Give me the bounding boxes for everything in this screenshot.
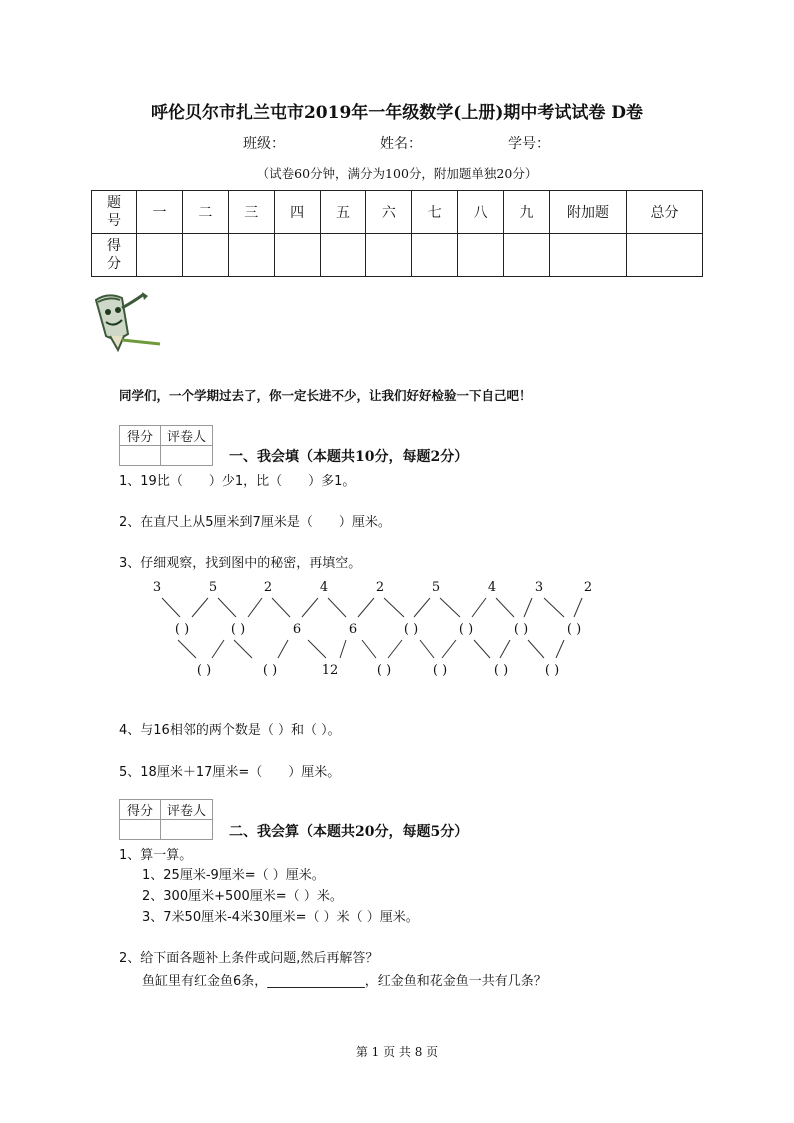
col-header: 六 <box>366 191 412 234</box>
score-cell[interactable] <box>627 234 703 277</box>
number-puzzle <box>120 572 640 692</box>
col-header: 九 <box>504 191 550 234</box>
col-header: 八 <box>458 191 504 234</box>
s2-question-2a: 鱼缸里有红金鱼6条，_______________，红金鱼和花金鱼一共有几条？ <box>142 974 547 989</box>
grader-box <box>119 425 213 466</box>
section1-title: 一、我会填（本题共10分，每题2分） <box>229 449 469 465</box>
puzzle-blank[interactable]: ( ) <box>513 622 529 637</box>
score-cell[interactable] <box>504 234 550 277</box>
puzzle-blank[interactable]: ( ) <box>262 663 278 678</box>
s2-question-1a: 1、25厘米-9厘米=（ ）厘米。 <box>142 868 325 883</box>
score-cell[interactable] <box>137 234 183 277</box>
section2-title: 二、我会算（本题共20分，每题5分） <box>229 824 469 840</box>
s1-question-3: 3、仔细观察，找到图中的秘密，再填空。 <box>119 556 362 571</box>
puzzle-top-number: 4 <box>487 580 497 595</box>
col-header: 四 <box>274 191 320 234</box>
puzzle-middle-number: 6 <box>348 622 358 637</box>
puzzle-top-number: 3 <box>534 580 544 595</box>
page-footer: 第 1 页 共 8 页 <box>355 1045 439 1059</box>
puzzle-blank[interactable]: ( ) <box>230 622 246 637</box>
s1-question-5: 5、18厘米＋17厘米=（ ）厘米。 <box>119 765 341 780</box>
grader-score-label: 得分 <box>120 800 161 820</box>
grader-score-label: 得分 <box>120 426 161 446</box>
grader-score-cell[interactable] <box>120 446 161 466</box>
col-header: 二 <box>182 191 228 234</box>
grader-reviewer-label: 评卷人 <box>161 800 213 820</box>
col-header: 五 <box>320 191 366 234</box>
puzzle-top-number: 2 <box>375 580 385 595</box>
col-header: 三 <box>228 191 274 234</box>
name-label: 姓名： <box>380 136 422 152</box>
grader-box <box>119 799 213 840</box>
col-header: 附加题 <box>550 191 627 234</box>
puzzle-blank[interactable]: ( ) <box>458 622 474 637</box>
puzzle-bottom-number: 12 <box>321 663 339 678</box>
puzzle-top-number: 4 <box>319 580 329 595</box>
puzzle-blank[interactable]: ( ) <box>544 663 560 678</box>
s2-question-1: 1、算一算。 <box>119 848 193 863</box>
score-cell[interactable] <box>412 234 458 277</box>
puzzle-top-number: 5 <box>431 580 441 595</box>
class-label: 班级： <box>243 136 285 152</box>
encouragement-text: 同学们，一个学期过去了，你一定长进不少，让我们好好检验一下自己吧！ <box>119 388 532 403</box>
puzzle-top-number: 2 <box>263 580 273 595</box>
puzzle-blank[interactable]: ( ) <box>566 622 582 637</box>
grader-score-cell[interactable] <box>120 820 161 840</box>
score-cell[interactable] <box>228 234 274 277</box>
score-table <box>91 190 703 277</box>
puzzle-blank[interactable]: ( ) <box>174 622 190 637</box>
score-cell[interactable] <box>550 234 627 277</box>
puzzle-blank[interactable]: ( ) <box>403 622 419 637</box>
puzzle-top-number: 2 <box>583 580 593 595</box>
row-label-question: 题 号 <box>92 191 137 234</box>
student-id-label: 学号： <box>508 136 550 152</box>
col-header: 七 <box>412 191 458 234</box>
s2-question-1b: 2、300厘米+500厘米=（ ）米。 <box>142 889 343 904</box>
col-header: 总分 <box>627 191 703 234</box>
puzzle-top-number: 3 <box>152 580 162 595</box>
s1-question-1: 1、19比（ ）少1，比（ ）多1。 <box>119 474 356 489</box>
score-cell[interactable] <box>366 234 412 277</box>
grader-reviewer-label: 评卷人 <box>161 426 213 446</box>
grader-reviewer-cell[interactable] <box>161 446 213 466</box>
col-header: 一 <box>137 191 183 234</box>
s2-question-2: 2、给下面各题补上条件或问题,然后再解答？ <box>119 951 379 966</box>
puzzle-blank[interactable]: ( ) <box>376 663 392 678</box>
exam-note: （试卷60分钟，满分为100分，附加题单独20分） <box>256 166 538 181</box>
puzzle-blank[interactable]: ( ) <box>432 663 448 678</box>
puzzle-blank[interactable]: ( ) <box>196 663 212 678</box>
score-cell[interactable] <box>458 234 504 277</box>
row-label-score: 得 分 <box>92 234 137 277</box>
s2-question-1c: 3、7米50厘米-4米30厘米=（ ）米（ ）厘米。 <box>142 910 419 925</box>
pencil-mascot-icon <box>88 290 168 354</box>
score-cell[interactable] <box>182 234 228 277</box>
grader-reviewer-cell[interactable] <box>161 820 213 840</box>
s1-question-4: 4、与16相邻的两个数是（ ）和（ ）。 <box>119 723 341 738</box>
score-cell[interactable] <box>320 234 366 277</box>
puzzle-top-number: 5 <box>208 580 218 595</box>
s1-question-2: 2、在直尺上从5厘米到7厘米是（ ）厘米。 <box>119 515 391 530</box>
puzzle-middle-number: 6 <box>292 622 302 637</box>
score-cell[interactable] <box>274 234 320 277</box>
exam-title: 呼伦贝尔市扎兰屯市2019年一年级数学(上册)期中考试试卷 D卷 <box>150 103 644 123</box>
puzzle-blank[interactable]: ( ) <box>493 663 509 678</box>
